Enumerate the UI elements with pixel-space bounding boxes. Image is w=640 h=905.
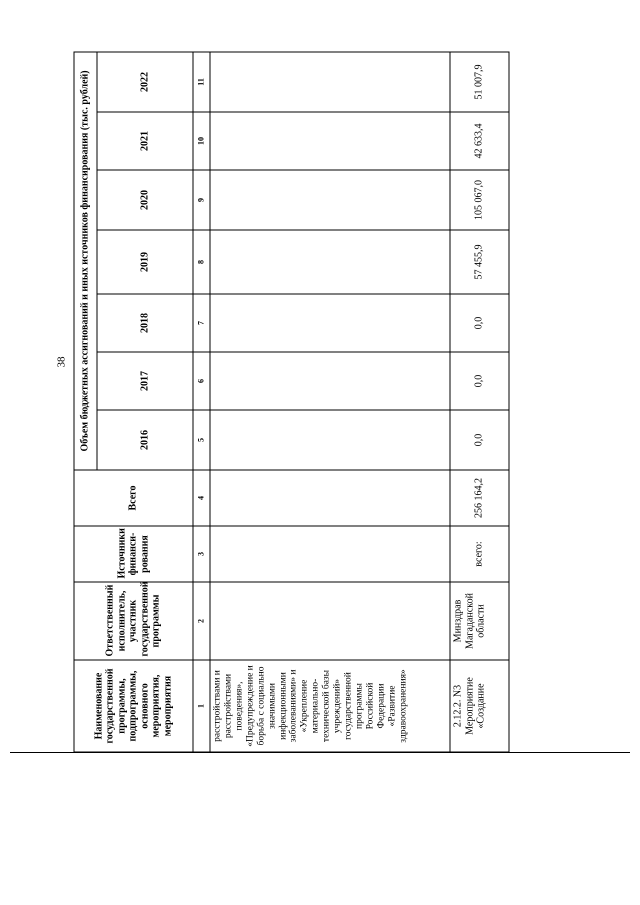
empty-cell xyxy=(210,470,450,526)
executor-name: Минздрав Магаданской области xyxy=(450,582,509,660)
continuation-program-name: расстройствами и расстройствами поведения», «Предупреждение и борьба с социально значимыми инфекционными заболеваниями» и «Укрепление материально-технической базы учреждений» государственной программы Российской Федерации «Развитие здравоохранения» xyxy=(210,660,450,752)
header-source: Источники финанси-рования xyxy=(74,526,193,582)
header-year: 2016 xyxy=(97,410,193,470)
year-value: 105 067,0 xyxy=(450,170,509,230)
page-number: 38 xyxy=(55,356,68,368)
empty-cell xyxy=(210,230,450,294)
column-number: 1 xyxy=(193,660,210,752)
column-number: 8 xyxy=(193,230,210,294)
header-year: 2019 xyxy=(97,230,193,294)
header-row-group xyxy=(74,52,97,752)
horizontal-divider xyxy=(10,752,630,753)
source-cell: всего: xyxy=(450,526,509,582)
empty-cell xyxy=(210,294,450,352)
header-executor: Ответственный исполнитель, участник государственной программы xyxy=(74,582,193,660)
column-number-row xyxy=(193,52,210,752)
year-value: 42 633,4 xyxy=(450,112,509,170)
continuation-row xyxy=(210,52,450,752)
financing-table xyxy=(74,51,510,752)
column-number: 11 xyxy=(193,52,210,112)
column-number: 2 xyxy=(193,582,210,660)
empty-cell xyxy=(210,52,450,112)
header-year: 2022 xyxy=(97,52,193,112)
table-row xyxy=(450,52,509,752)
year-value: 51 007,9 xyxy=(450,52,509,112)
header-year: 2021 xyxy=(97,112,193,170)
column-number: 9 xyxy=(193,170,210,230)
column-number: 4 xyxy=(193,470,210,526)
financing-table-wrapper xyxy=(74,53,499,753)
year-value: 0,0 xyxy=(450,410,509,470)
year-value: 0,0 xyxy=(450,352,509,410)
column-number: 10 xyxy=(193,112,210,170)
year-value: 57 455,9 xyxy=(450,230,509,294)
column-number: 6 xyxy=(193,352,210,410)
header-financing-group: Объем бюджетных ассигнований и иных источников финансирования (тыс. рублей) xyxy=(74,52,97,470)
column-number: 7 xyxy=(193,294,210,352)
header-year: 2017 xyxy=(97,352,193,410)
year-value: 0,0 xyxy=(450,294,509,352)
header-program-name: Наименование государственной программы, подпрограммы, основного мероприятия, мероприятия xyxy=(74,660,193,752)
empty-cell xyxy=(210,410,450,470)
empty-cell xyxy=(210,582,450,660)
total-cell: 256 164,2 xyxy=(450,470,509,526)
empty-cell xyxy=(210,170,450,230)
empty-cell xyxy=(210,352,450,410)
column-number: 3 xyxy=(193,526,210,582)
header-total: Всего xyxy=(74,470,193,526)
header-year: 2020 xyxy=(97,170,193,230)
column-number: 5 xyxy=(193,410,210,470)
empty-cell xyxy=(210,526,450,582)
empty-cell xyxy=(210,112,450,170)
header-year: 2018 xyxy=(97,294,193,352)
activity-name: 2.12.2. N3 Мероприятие «Создание xyxy=(450,660,509,752)
